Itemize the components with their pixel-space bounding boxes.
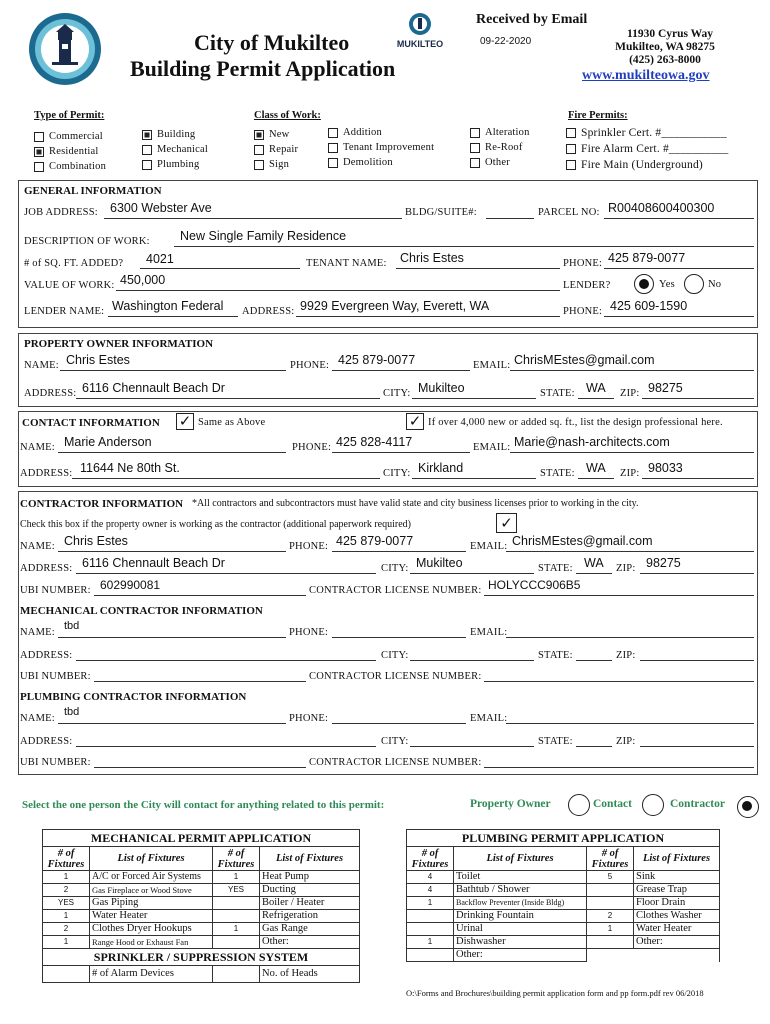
bldg-suite-label: BLDG/SUITE#: bbox=[405, 207, 477, 218]
mech-left-item: Gas Fireplace or Wood Stove bbox=[90, 884, 213, 897]
table-row bbox=[43, 884, 360, 897]
checkbox-commercial[interactable] bbox=[34, 129, 106, 144]
checkbox-reroof[interactable] bbox=[470, 140, 530, 155]
mech-col-num-2: # of Fixtures bbox=[213, 847, 260, 871]
tenant-name-label: TENANT NAME: bbox=[306, 258, 387, 269]
contractor-city-field[interactable]: Mukilteo bbox=[416, 556, 463, 570]
plumb-left-item: Dishwasher bbox=[454, 936, 587, 949]
plumb-zip-label: ZIP: bbox=[616, 736, 636, 747]
table-row bbox=[407, 949, 720, 962]
plumb-left-count[interactable]: 4 bbox=[407, 871, 454, 884]
contractor-address-label: ADDRESS: bbox=[20, 563, 73, 574]
contractor-ubi-label: UBI NUMBER: bbox=[20, 585, 91, 596]
mech-contractor-title: MECHANICAL CONTRACTOR INFORMATION bbox=[20, 605, 263, 617]
mech-address-label: ADDRESS: bbox=[20, 650, 73, 661]
sprinkler-title: SPRINKLER / SUPPRESSION SYSTEM bbox=[43, 949, 360, 966]
plumb-address-label: ADDRESS: bbox=[20, 736, 73, 747]
same-as-above-checkbox[interactable]: ✓ bbox=[176, 413, 194, 430]
plumb-left-count[interactable] bbox=[407, 910, 454, 923]
mech-left-count[interactable]: 2 bbox=[43, 923, 90, 936]
lender-yes-label: Yes bbox=[659, 279, 675, 290]
plumb-left-item: Other: bbox=[454, 949, 587, 962]
alarm-devices-label: # of Alarm Devices bbox=[90, 966, 213, 983]
contractor-email-field[interactable]: ChrisMEstes@gmail.com bbox=[512, 534, 653, 548]
contractor-address-field[interactable]: 6116 Chennault Beach Dr bbox=[82, 556, 225, 570]
contact-address-label: ADDRESS: bbox=[20, 468, 73, 479]
plumb-left-item: Urinal bbox=[454, 923, 587, 936]
contractor-name-field[interactable]: Chris Estes bbox=[64, 534, 128, 548]
plumbing-permit-table bbox=[406, 829, 720, 962]
contact-title: CONTACT INFORMATION bbox=[22, 417, 160, 429]
mech-name-field[interactable]: tbd bbox=[64, 620, 80, 632]
received-by-email: Received by Email bbox=[476, 12, 588, 27]
building-label: Building bbox=[157, 129, 196, 140]
description-field[interactable]: New Single Family Residence bbox=[180, 229, 347, 243]
contractor-zip-label: ZIP: bbox=[616, 563, 636, 574]
checkbox-new[interactable] bbox=[254, 127, 298, 142]
checkbox-other[interactable] bbox=[470, 155, 530, 170]
contact-city-label: CITY: bbox=[383, 468, 411, 479]
plumb-city-label: CITY: bbox=[381, 736, 409, 747]
contact-zip-field[interactable]: 98033 bbox=[648, 461, 683, 475]
permit-subtype-group bbox=[142, 127, 208, 172]
plumb-email-label: EMAIL: bbox=[470, 713, 508, 724]
city-seal-logo bbox=[28, 12, 102, 86]
plumb-right-item: Grease Trap bbox=[634, 884, 720, 897]
city-title: City of Mukilteo bbox=[194, 30, 350, 55]
owner-name-field[interactable]: Chris Estes bbox=[66, 353, 130, 367]
type-of-permit-group bbox=[34, 129, 106, 174]
contractor-note: *All contractors and subcontractors must have valid state and city business licenses prior to working in the city. bbox=[192, 498, 639, 509]
description-label: DESCRIPTION OF WORK: bbox=[24, 236, 150, 247]
contact-name-label: NAME: bbox=[20, 442, 55, 453]
mechanical-label: Mechanical bbox=[157, 144, 208, 155]
plumb-left-count[interactable]: 1 bbox=[407, 936, 454, 949]
tenant-phone-field[interactable]: 425 879-0077 bbox=[608, 251, 686, 265]
contractor-zip-field[interactable]: 98275 bbox=[646, 556, 681, 570]
design-professional-label: If over 4,000 new or added sq. ft., list the design professional here. bbox=[428, 417, 723, 428]
lender-phone-field[interactable]: 425 609-1590 bbox=[610, 299, 688, 313]
sqft-label: # of SQ. FT. ADDED? bbox=[24, 258, 124, 269]
repair-label: Repair bbox=[269, 144, 299, 155]
owner-address-label: ADDRESS: bbox=[24, 388, 77, 399]
contractor-phone-label: PHONE: bbox=[289, 541, 329, 552]
heads-count-cell[interactable] bbox=[213, 966, 260, 983]
lender-address-label: ADDRESS: bbox=[242, 306, 295, 317]
sign-label: Sign bbox=[269, 159, 290, 170]
plumb-left-item: Drinking Fountain bbox=[454, 910, 587, 923]
reroof-label: Re-Roof bbox=[485, 142, 523, 153]
city-phone: (425) 263-8000 bbox=[629, 54, 701, 66]
plumb-col-list-2: List of Fixtures bbox=[634, 847, 720, 871]
table-row bbox=[43, 910, 360, 923]
contact-address-field[interactable]: 11644 Ne 80th St. bbox=[80, 461, 180, 475]
small-logo-text: MUKILTEO bbox=[396, 39, 444, 49]
checkbox-alteration[interactable] bbox=[470, 125, 530, 140]
value-of-work-label: VALUE OF WORK: bbox=[24, 280, 115, 291]
city-address-1: 11930 Cyrus Way bbox=[626, 28, 714, 40]
lender-name-field[interactable]: Washington Federal bbox=[112, 299, 224, 313]
contractor-title: CONTRACTOR INFORMATION bbox=[20, 498, 184, 510]
fire-alarm-cert-label: Fire Alarm Cert. #__________ bbox=[581, 143, 729, 155]
plumb-right-item: Other: bbox=[634, 936, 720, 949]
plumb-ubi-label: UBI NUMBER: bbox=[20, 757, 91, 768]
plumb-contractor-title: PLUMBING CONTRACTOR INFORMATION bbox=[20, 691, 247, 703]
mech-state-label: STATE: bbox=[538, 650, 573, 661]
city-website[interactable]: www.mukilteowa.gov bbox=[582, 68, 710, 83]
new-label: New bbox=[269, 129, 290, 140]
owner-state-field[interactable]: WA bbox=[586, 381, 606, 395]
mech-col-list: List of Fixtures bbox=[90, 847, 213, 871]
same-as-above-label: Same as Above bbox=[198, 417, 266, 428]
mech-right-count[interactable]: 1 bbox=[213, 871, 260, 884]
combination-label: Combination bbox=[49, 161, 107, 172]
checkbox-plumbing[interactable] bbox=[142, 157, 208, 172]
owner-address-field[interactable]: 6116 Chennault Beach Dr bbox=[82, 381, 225, 395]
plumb-right-count[interactable]: 2 bbox=[587, 910, 634, 923]
checkbox-demolition[interactable] bbox=[328, 155, 434, 170]
owner-city-label: CITY: bbox=[383, 388, 411, 399]
plumb-left-item: Backflow Preventer (Inside Bldg) bbox=[454, 897, 587, 910]
option-property-owner-label: Property Owner bbox=[470, 798, 551, 810]
received-date: 09-22-2020 bbox=[480, 36, 532, 47]
mech-left-count[interactable]: 1 bbox=[43, 936, 90, 949]
mech-left-item: Gas Piping bbox=[90, 897, 213, 910]
mech-permit-title: MECHANICAL PERMIT APPLICATION bbox=[43, 830, 360, 847]
table-row bbox=[407, 897, 720, 910]
mech-right-count[interactable]: YES bbox=[213, 884, 260, 897]
plumb-right-item: Clothes Washer bbox=[634, 910, 720, 923]
plumb-right-count[interactable]: 1 bbox=[587, 923, 634, 936]
mech-right-item: Refrigeration bbox=[260, 910, 360, 923]
lender-yes-radio[interactable] bbox=[634, 274, 654, 294]
alteration-label: Alteration bbox=[485, 127, 530, 138]
tenant-improvement-label: Tenant Improvement bbox=[343, 142, 435, 153]
residential-label: Residential bbox=[49, 146, 99, 157]
table-row bbox=[43, 936, 360, 949]
city-address-2: Mukilteo, WA 98275 bbox=[615, 41, 715, 53]
mech-left-item: Clothes Dryer Hookups bbox=[90, 923, 213, 936]
footer-path: O:\Forms and Brochures\building permit application form and pp form.pdf rev 06/2018 bbox=[406, 988, 704, 998]
plumb-right-count[interactable] bbox=[587, 897, 634, 910]
checkbox-fire-alarm-cert[interactable] bbox=[566, 141, 728, 157]
plumb-state-label: STATE: bbox=[538, 736, 573, 747]
mech-right-item: Heat Pump bbox=[260, 871, 360, 884]
option-contractor-radio[interactable] bbox=[737, 796, 759, 818]
mech-right-count[interactable] bbox=[213, 910, 260, 923]
mechanical-permit-table bbox=[42, 829, 360, 983]
contact-city-field[interactable]: Kirkland bbox=[418, 461, 464, 475]
owner-zip-label: ZIP: bbox=[620, 388, 640, 399]
owner-title: PROPERTY OWNER INFORMATION bbox=[24, 338, 214, 350]
contact-name-field[interactable]: Marie Anderson bbox=[64, 435, 152, 449]
small-logo bbox=[383, 12, 457, 52]
owner-email-label: EMAIL: bbox=[473, 360, 511, 371]
table-row bbox=[407, 923, 720, 936]
option-contact-label: Contact bbox=[593, 798, 632, 810]
job-address-field[interactable]: 6300 Webster Ave bbox=[110, 201, 212, 215]
table-row bbox=[407, 910, 720, 923]
contractor-state-field[interactable]: WA bbox=[584, 556, 604, 570]
plumb-phone-label: PHONE: bbox=[289, 713, 329, 724]
contractor-ubi-field[interactable]: 602990081 bbox=[100, 578, 161, 592]
addition-label: Addition bbox=[343, 127, 382, 138]
mech-right-item: Ducting bbox=[260, 884, 360, 897]
general-info-title: GENERAL INFORMATION bbox=[24, 185, 162, 197]
tenant-name-field[interactable]: Chris Estes bbox=[400, 251, 464, 265]
contact-state-label: STATE: bbox=[540, 468, 575, 479]
table-row bbox=[407, 884, 720, 897]
mech-email-label: EMAIL: bbox=[470, 627, 508, 638]
owner-phone-field[interactable]: 425 879-0077 bbox=[338, 353, 416, 367]
owner-email-field[interactable]: ChrisMEstes@gmail.com bbox=[514, 353, 655, 367]
plumb-left-count[interactable] bbox=[407, 923, 454, 936]
mech-right-item: Boiler / Heater bbox=[260, 897, 360, 910]
mech-left-item: A/C or Forced Air Systems bbox=[90, 871, 213, 884]
class-col3 bbox=[470, 125, 530, 170]
contact-email-field[interactable]: Marie@nash-architects.com bbox=[514, 435, 670, 449]
contractor-city-label: CITY: bbox=[381, 563, 409, 574]
checkbox-repair[interactable] bbox=[254, 142, 298, 157]
mech-col-num: # of Fixtures bbox=[43, 847, 90, 871]
class-col1 bbox=[254, 127, 298, 172]
mech-left-item: Range Hood or Exhaust Fan bbox=[90, 936, 213, 949]
alarm-count-cell[interactable] bbox=[43, 966, 90, 983]
sprinkler-cert-label: Sprinkler Cert. #___________ bbox=[581, 127, 727, 139]
mech-right-item: Other: bbox=[260, 936, 360, 949]
commercial-label: Commercial bbox=[49, 131, 103, 142]
checkbox-mechanical[interactable] bbox=[142, 142, 208, 157]
checkbox-fire-main[interactable] bbox=[566, 157, 728, 173]
plumb-empty-cell bbox=[587, 949, 720, 962]
plumb-left-count[interactable] bbox=[407, 949, 454, 962]
fire-main-label: Fire Main (Underground) bbox=[581, 159, 703, 171]
tenant-phone-label: PHONE: bbox=[563, 258, 603, 269]
class-of-work-label: Class of Work: bbox=[254, 110, 321, 121]
lender-name-label: LENDER NAME: bbox=[24, 306, 105, 317]
contact-select-prompt: Select the one person the City will contact for anything related to this permit: bbox=[22, 799, 385, 811]
mech-left-count[interactable]: 1 bbox=[43, 871, 90, 884]
fire-permits-group bbox=[566, 125, 728, 173]
heads-label: No. of Heads bbox=[260, 966, 360, 983]
plumb-col-num-2: # of Fixtures bbox=[587, 847, 634, 871]
checkbox-sign[interactable] bbox=[254, 157, 298, 172]
contractor-phone-field[interactable]: 425 879-0077 bbox=[336, 534, 414, 548]
owner-as-contractor-label: Check this box if the property owner is working as the contractor (additional paperwork required) bbox=[20, 519, 411, 530]
plumb-col-num: # of Fixtures bbox=[407, 847, 454, 871]
contractor-name-label: NAME: bbox=[20, 541, 55, 552]
mech-col-list-2: List of Fixtures bbox=[260, 847, 360, 871]
plumb-right-item: Sink bbox=[634, 871, 720, 884]
contact-state-field[interactable]: WA bbox=[586, 461, 606, 475]
contractor-email-label: EMAIL: bbox=[470, 541, 508, 552]
mech-ubi-label: UBI NUMBER: bbox=[20, 671, 91, 682]
design-professional-checkbox[interactable]: ✓ bbox=[406, 413, 424, 430]
lender-phone-label: PHONE: bbox=[563, 306, 603, 317]
plumb-right-item: Floor Drain bbox=[634, 897, 720, 910]
mech-city-label: CITY: bbox=[381, 650, 409, 661]
owner-phone-label: PHONE: bbox=[290, 360, 330, 371]
plumbing-label: Plumbing bbox=[157, 159, 200, 170]
owner-name-label: NAME: bbox=[24, 360, 59, 371]
plumb-right-count[interactable]: 5 bbox=[587, 871, 634, 884]
lender-address-field[interactable]: 9929 Evergreen Way, Everett, WA bbox=[300, 299, 490, 313]
mech-left-item: Water Heater bbox=[90, 910, 213, 923]
contact-zip-label: ZIP: bbox=[620, 468, 640, 479]
contractor-license-label: CONTRACTOR LICENSE NUMBER: bbox=[309, 585, 482, 596]
mech-right-count[interactable]: 1 bbox=[213, 923, 260, 936]
mech-left-count[interactable]: 1 bbox=[43, 910, 90, 923]
checkbox-combination[interactable] bbox=[34, 159, 106, 174]
contractor-license-field[interactable]: HOLYCCC906B5 bbox=[488, 578, 581, 592]
plumb-name-label: NAME: bbox=[20, 713, 55, 724]
checkbox-building[interactable] bbox=[142, 127, 208, 142]
class-col2 bbox=[328, 125, 434, 170]
checkbox-addition[interactable] bbox=[328, 125, 434, 140]
mech-right-item: Gas Range bbox=[260, 923, 360, 936]
mech-license-label: CONTRACTOR LICENSE NUMBER: bbox=[309, 671, 482, 682]
parcel-label: PARCEL NO: bbox=[538, 207, 600, 218]
checkbox-sprinkler-cert[interactable] bbox=[566, 125, 728, 141]
plumb-col-list: List of Fixtures bbox=[454, 847, 587, 871]
plumb-permit-title: PLUMBING PERMIT APPLICATION bbox=[407, 830, 720, 847]
checkbox-residential[interactable] bbox=[34, 144, 106, 159]
sqft-field[interactable]: 4021 bbox=[146, 252, 174, 266]
plumb-right-count[interactable] bbox=[587, 936, 634, 949]
parcel-field[interactable]: R00408600400300 bbox=[608, 201, 715, 215]
table-row bbox=[407, 936, 720, 949]
option-property-owner-radio[interactable] bbox=[568, 794, 590, 816]
option-contact-radio[interactable] bbox=[642, 794, 664, 816]
mech-left-count[interactable]: YES bbox=[43, 897, 90, 910]
plumb-left-item: Bathtub / Shower bbox=[454, 884, 587, 897]
mech-left-count[interactable]: 2 bbox=[43, 884, 90, 897]
checkbox-tenant-improvement[interactable] bbox=[328, 140, 434, 155]
mech-right-count[interactable] bbox=[213, 897, 260, 910]
fire-permits-label: Fire Permits: bbox=[568, 110, 628, 121]
plumb-right-item: Water Heater bbox=[634, 923, 720, 936]
demolition-label: Demolition bbox=[343, 157, 393, 168]
lender-question-label: LENDER? bbox=[563, 280, 611, 291]
table-row bbox=[407, 871, 720, 884]
owner-zip-field[interactable]: 98275 bbox=[648, 381, 683, 395]
owner-city-field[interactable]: Mukilteo bbox=[418, 381, 465, 395]
type-of-permit-label: Type of Permit: bbox=[34, 110, 105, 121]
owner-state-label: STATE: bbox=[540, 388, 575, 399]
form-title: Building Permit Application bbox=[130, 56, 396, 81]
table-row bbox=[43, 871, 360, 884]
value-of-work-field[interactable]: 450,000 bbox=[120, 273, 166, 287]
contractor-state-label: STATE: bbox=[538, 563, 573, 574]
plumb-left-item: Toilet bbox=[454, 871, 587, 884]
owner-as-contractor-checkbox[interactable]: ✓ bbox=[496, 513, 517, 533]
option-contractor-label: Contractor bbox=[670, 798, 725, 810]
contact-email-label: EMAIL: bbox=[473, 442, 511, 453]
mech-name-label: NAME: bbox=[20, 627, 55, 638]
plumb-left-count[interactable]: 1 bbox=[407, 897, 454, 910]
mech-right-count[interactable] bbox=[213, 936, 260, 949]
contact-phone-field[interactable]: 425 828-4117 bbox=[336, 435, 413, 449]
contact-phone-label: PHONE: bbox=[292, 442, 332, 453]
plumb-name-field[interactable]: tbd bbox=[64, 706, 80, 718]
lender-no-radio[interactable] bbox=[684, 274, 704, 294]
other-label: Other bbox=[485, 157, 510, 168]
job-address-label: JOB ADDRESS: bbox=[24, 207, 98, 218]
lender-no-label: No bbox=[708, 279, 722, 290]
table-row bbox=[43, 923, 360, 936]
mech-zip-label: ZIP: bbox=[616, 650, 636, 661]
plumb-license-label: CONTRACTOR LICENSE NUMBER: bbox=[309, 757, 482, 768]
mech-phone-label: PHONE: bbox=[289, 627, 329, 638]
plumb-left-count[interactable]: 4 bbox=[407, 884, 454, 897]
table-row bbox=[43, 897, 360, 910]
plumb-right-count[interactable] bbox=[587, 884, 634, 897]
